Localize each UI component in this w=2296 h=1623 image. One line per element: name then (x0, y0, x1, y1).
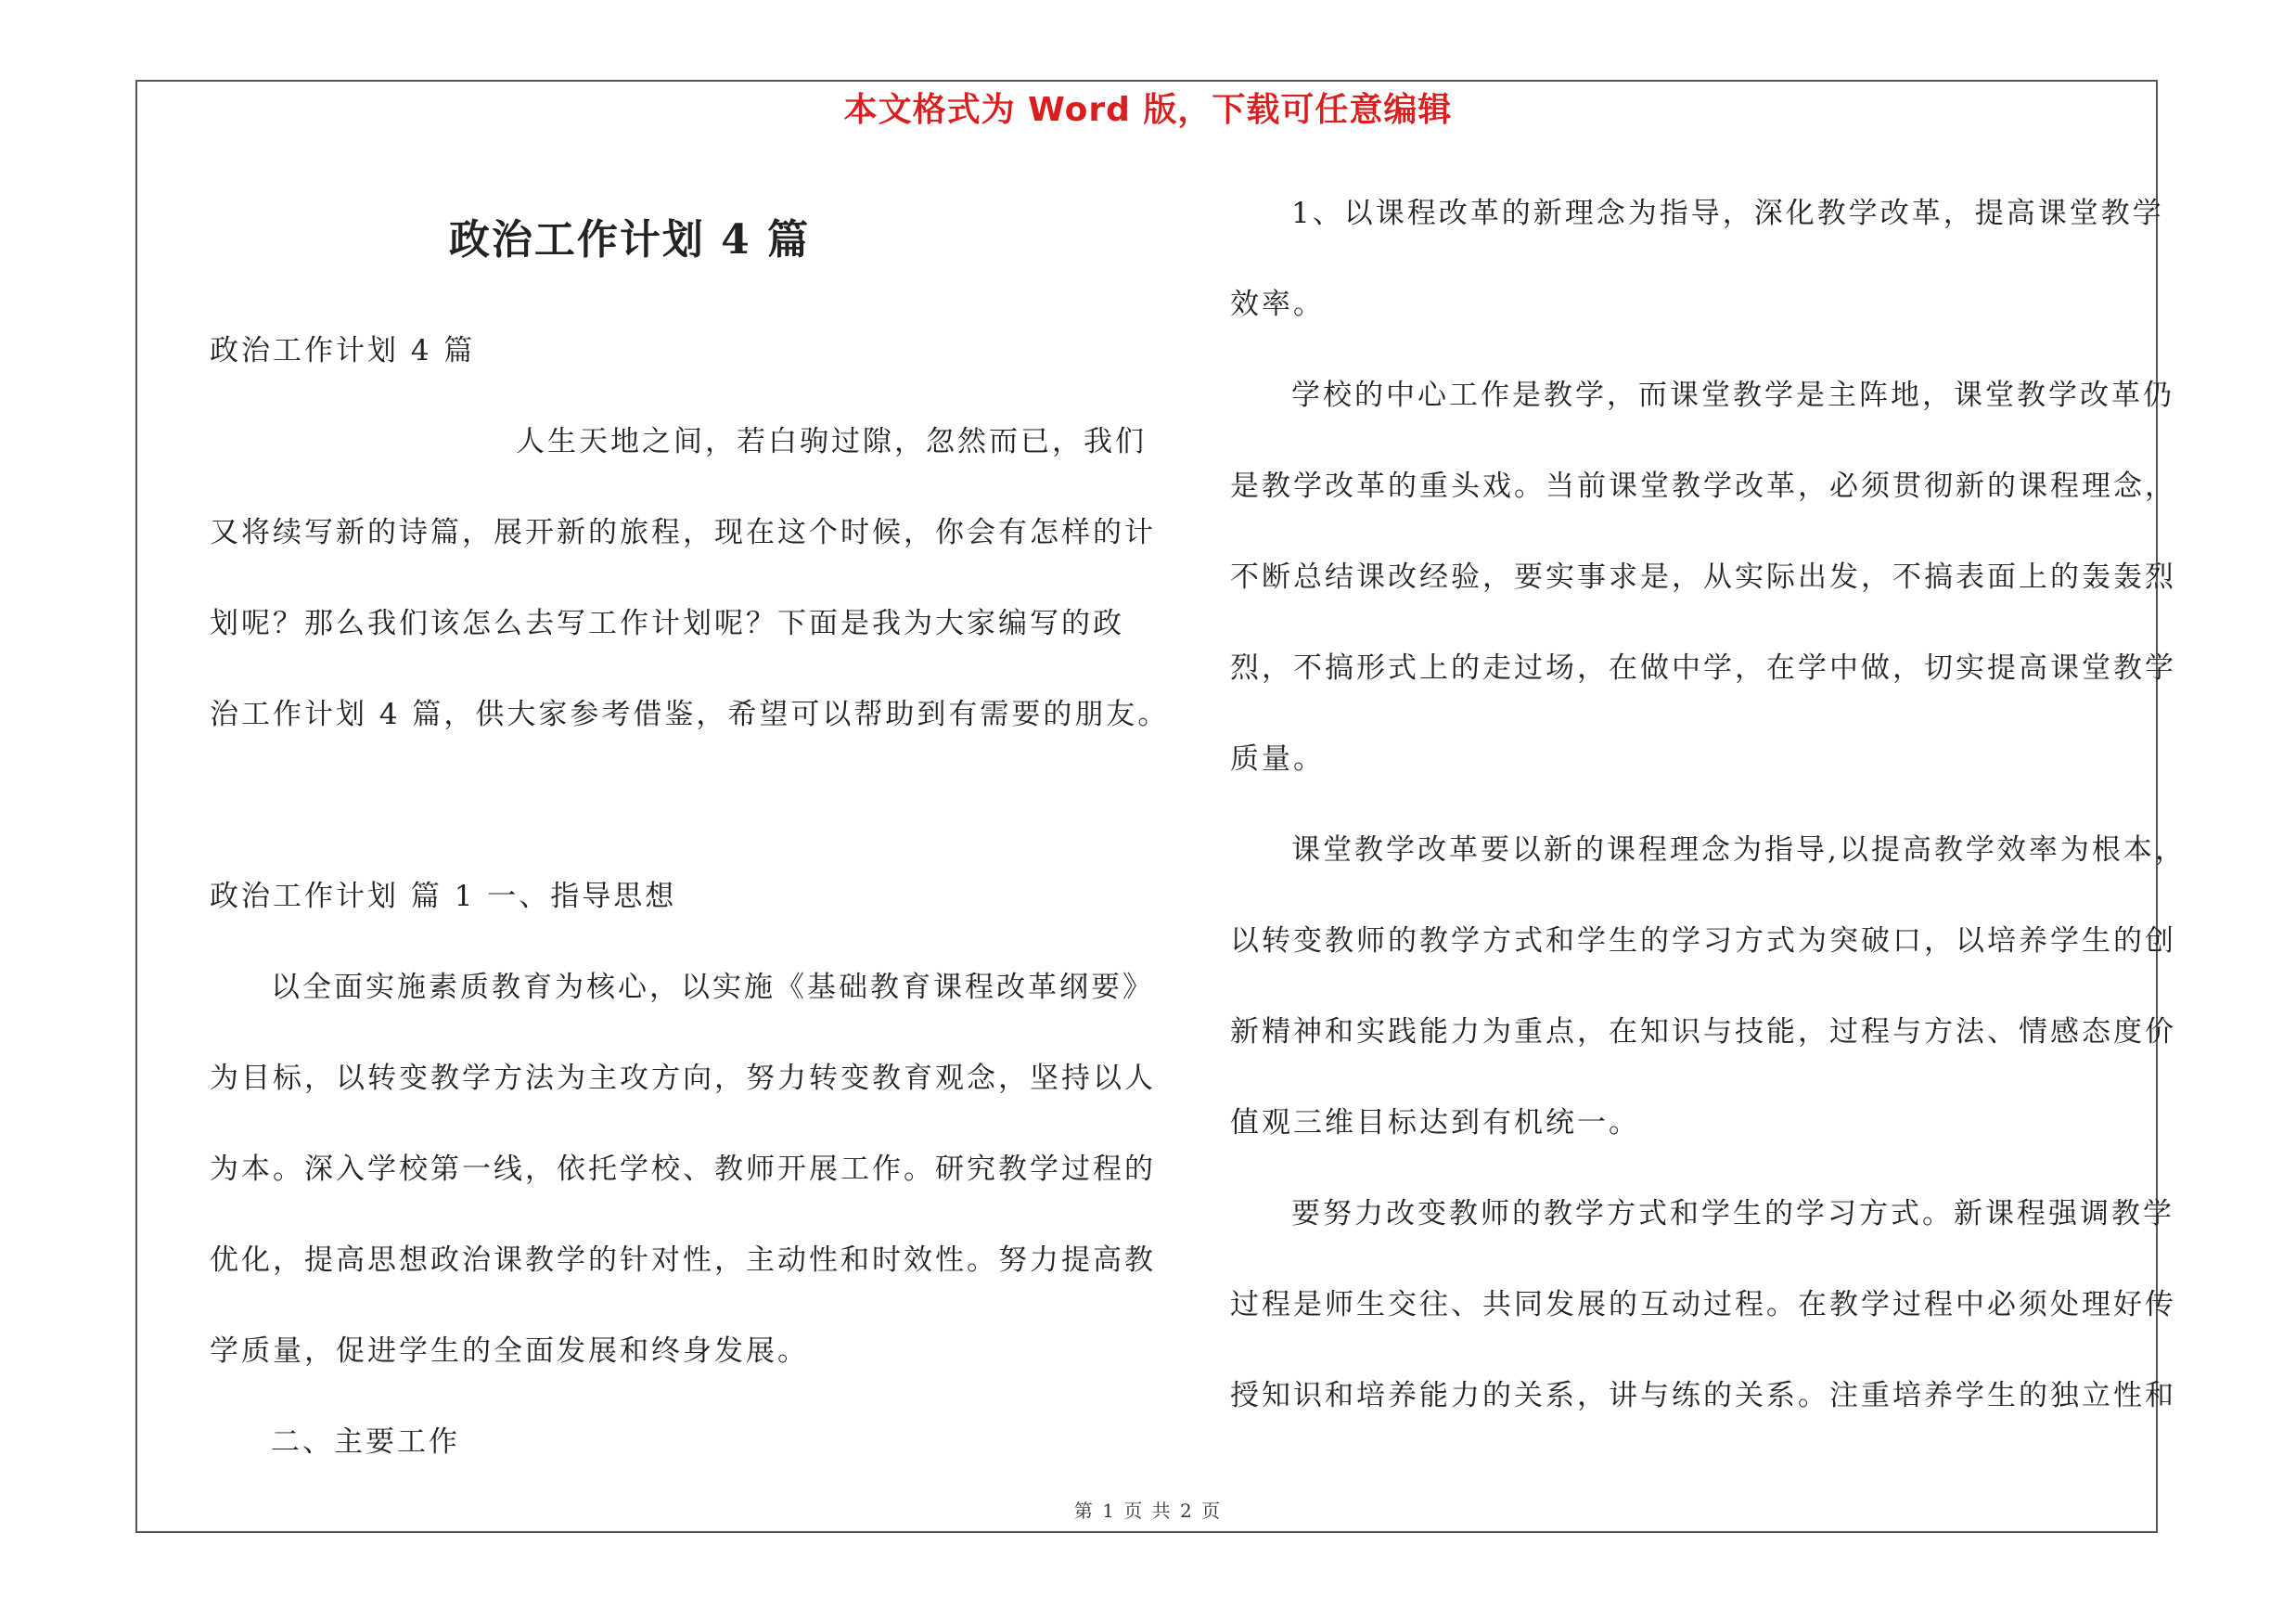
text-line: 学校的中心工作是教学，而课堂教学是主阵地，课堂教学改革仍 (1291, 379, 2174, 412)
text-line (210, 778, 1147, 869)
text-line: 政治工作计划 篇 1 一、指导思想 (210, 880, 677, 913)
text-line: 烈，不搞形式上的走过场，在做中学，在学中做，切实提高课堂教学 (1230, 651, 2176, 685)
document-title: 政治工作计划 4 篇 (448, 216, 811, 264)
right-column (1230, 186, 2187, 1459)
text-line: 治工作计划 4 篇，供大家参考借鉴，希望可以帮助到有需要的朋友。 (210, 698, 1170, 731)
text-line: 二、主要工作 (271, 1425, 460, 1459)
text-line: 政治工作计划 4 篇 (210, 334, 476, 367)
text-line: 1、以课程改革的新理念为指导，深化教学改革，提高课堂教学 (1291, 197, 2164, 230)
text-line: 过程是师生交往、共同发展的互动过程。在教学过程中必须处理好传 (1230, 1288, 2176, 1321)
text-line: 学质量，促进学生的全面发展和终身发展。 (210, 1334, 809, 1368)
text-line: 以全面实施素质教育为核心，以实施《基础教育课程改革纲要》 (271, 971, 1154, 1004)
text-line: 效率。 (1230, 288, 1325, 321)
text-line: 授知识和培养能力的关系，讲与练的关系。注重培养学生的独立性和 (1230, 1379, 2176, 1412)
text-line: 人生天地之间，若白驹过隙，忽然而已，我们 (516, 425, 1147, 458)
text-line: 又将续写新的诗篇，展开新的旅程，现在这个时候，你会有怎样的计 (210, 516, 1156, 549)
left-column (210, 323, 1170, 1505)
text-line: 要努力改变教师的教学方式和学生的学习方式。新课程强调教学 (1291, 1197, 2174, 1230)
text-line: 为目标，以转变教学方法为主攻方向，努力转变教育观念，坚持以人 (210, 1062, 1156, 1095)
format-banner: 本文格式为 Word 版，下载可任意编辑 (843, 91, 1453, 129)
text-line: 划呢？那么我们该怎么去写工作计划呢？下面是我为大家编写的政 (210, 607, 1124, 640)
text-line: 课堂教学改革要以新的课程理念为指导,以提高教学效率为根本， (1291, 833, 2187, 867)
text-line: 优化，提高思想政治课教学的针对性，主动性和时效性。努力提高教 (210, 1243, 1156, 1277)
text-line: 新精神和实践能力为重点，在知识与技能，过程与方法、情感态度价 (1230, 1015, 2176, 1049)
text-line: 以转变教师的教学方式和学生的学习方式为突破口，以培养学生的创 (1230, 924, 2176, 958)
text-line: 值观三维目标达到有机统一。 (1230, 1106, 1640, 1140)
text-line: 是教学改革的重头戏。当前课堂教学改革，必须贯彻新的课程理念， (1230, 470, 2176, 503)
page-footer: 第 1 页 共 2 页 (1073, 1500, 1223, 1522)
text-line: 为本。深入学校第一线，依托学校、教师开展工作。研究教学过程的 (210, 1153, 1156, 1186)
text-line: 质量。 (1230, 742, 1325, 776)
text-line: 不断总结课改经验，要实事求是，从实际出发，不搞表面上的轰轰烈 (1230, 560, 2176, 594)
